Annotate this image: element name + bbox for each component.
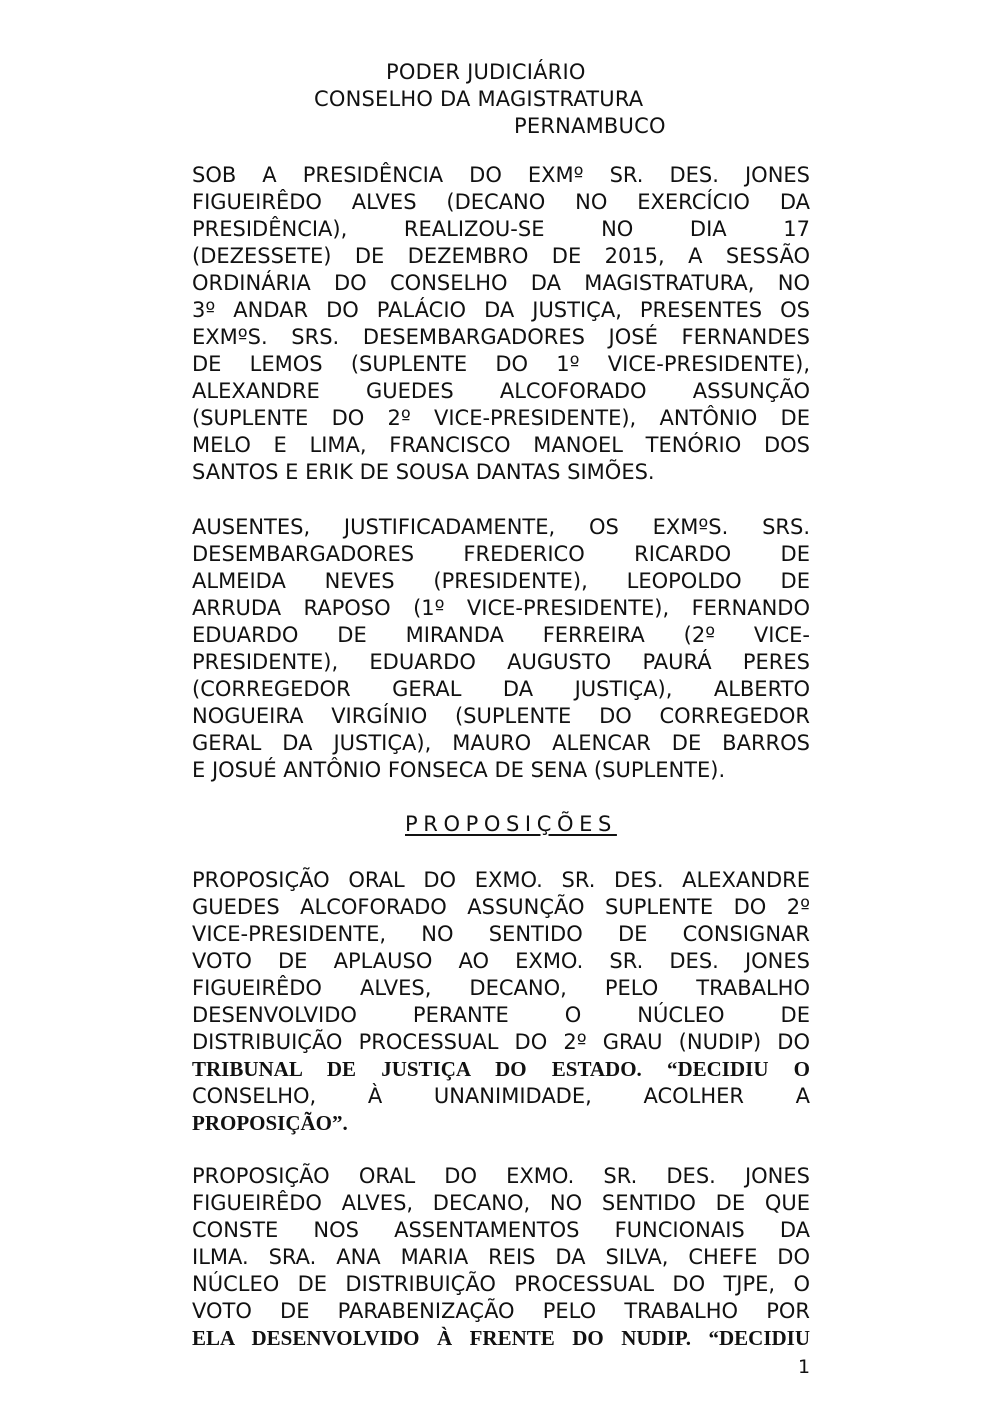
text-line: PRESIDÊNCIA), REALIZOU-SE NO DIA 17 [192, 217, 810, 241]
text-line: CONSELHO, À UNANIMIDADE, ACOLHER A [192, 1084, 810, 1108]
text-line: SANTOS E ERIK DE SOUSA DANTAS SIMÕES. [192, 460, 655, 484]
text-line: AUSENTES, JUSTIFICADAMENTE, OS EXMºS. SRS. [192, 515, 810, 539]
text-line: (SUPLENTE DO 2º VICE-PRESIDENTE), ANTÔNIO DE [192, 406, 810, 430]
text-line: ORDINÁRIA DO CONSELHO DA MAGISTRATURA, NO [192, 271, 810, 295]
header-council-name: CONSELHO DA MAGISTRATURA [314, 87, 644, 111]
header-court-name: PODER JUDICIÁRIO [386, 60, 586, 84]
text-line: (DEZESSETE) DE DEZEMBRO DE 2015, A SESSÃO [192, 244, 810, 268]
text-line: PROPOSIÇÃO ORAL DO EXMO. SR. DES. JONES [192, 1164, 810, 1188]
text-line: VOTO DE PARABENIZAÇÃO PELO TRABALHO POR [192, 1299, 810, 1323]
paragraph-absences [192, 514, 810, 784]
text-line: PROPOSIÇÃO ORAL DO EXMO. SR. DES. ALEXANDRE [192, 868, 810, 892]
text-line: NÚCLEO DE DISTRIBUIÇÃO PROCESSUAL DO TJPE, O [192, 1272, 810, 1296]
text-line: DESENVOLVIDO PERANTE O NÚCLEO DE [192, 1003, 810, 1027]
text-line: CONSTE NOS ASSENTAMENTOS FUNCIONAIS DA [192, 1218, 810, 1242]
paragraph-session-opening [192, 162, 810, 486]
text-line: ALEXANDRE GUEDES ALCOFORADO ASSUNÇÃO [192, 379, 810, 403]
text-line: ARRUDA RAPOSO (1º VICE-PRESIDENTE), FERNANDO [192, 596, 810, 620]
text-line: (CORREGEDOR GERAL DA JUSTIÇA), ALBERTO [192, 677, 810, 701]
text-line: DESEMBARGADORES FREDERICO RICARDO DE [192, 542, 810, 566]
text-line: ALMEIDA NEVES (PRESIDENTE), LEOPOLDO DE [192, 569, 810, 593]
section-title-proposicoes: PROPOSIÇÕES [405, 812, 617, 836]
text-line: PRESIDENTE), EDUARDO AUGUSTO PAURÁ PERES [192, 650, 810, 674]
text-line: GERAL DA JUSTIÇA), MAURO ALENCAR DE BARROS [192, 731, 810, 755]
text-line: GUEDES ALCOFORADO ASSUNÇÃO SUPLENTE DO 2º [192, 895, 810, 919]
page-number: 1 [798, 1356, 811, 1378]
text-line: DISTRIBUIÇÃO PROCESSUAL DO 2º GRAU (NUDIP) DO [192, 1030, 810, 1054]
text-line: SOB A PRESIDÊNCIA DO EXMº SR. DES. JONES [192, 163, 810, 187]
text-line-bold: ELA DESENVOLVIDO À FRENTE DO NUDIP. “DECIDIU [192, 1326, 810, 1350]
text-line: FIGUEIRÊDO ALVES, DECANO, NO SENTIDO DE QUE [192, 1191, 810, 1215]
text-line: DE LEMOS (SUPLENTE DO 1º VICE-PRESIDENTE), [192, 352, 810, 376]
text-line: VICE-PRESIDENTE, NO SENTIDO DE CONSIGNAR [192, 922, 810, 946]
text-line: 3º ANDAR DO PALÁCIO DA JUSTIÇA, PRESENTES OS [192, 298, 810, 322]
text-line: MELO E LIMA, FRANCISCO MANOEL TENÓRIO DOS [192, 433, 810, 457]
text-line-bold: PROPOSIÇÃO”. [192, 1111, 348, 1135]
text-line: EDUARDO DE MIRANDA FERREIRA (2º VICE- [192, 623, 810, 647]
text-line: FIGUEIRÊDO ALVES (DECANO NO EXERCÍCIO DA [192, 190, 810, 214]
header-state-name: PERNAMBUCO [514, 114, 666, 138]
text-line: E JOSUÉ ANTÔNIO FONSECA DE SENA (SUPLENTE). [192, 758, 726, 782]
paragraph-proposition-1 [192, 867, 810, 1137]
text-line: VOTO DE APLAUSO AO EXMO. SR. DES. JONES [192, 949, 810, 973]
paragraph-proposition-2 [192, 1163, 810, 1352]
text-line: NOGUEIRA VIRGÍNIO (SUPLENTE DO CORREGEDOR [192, 704, 810, 728]
text-line: EXMºS. SRS. DESEMBARGADORES JOSÉ FERNANDES [192, 325, 810, 349]
text-line: FIGUEIRÊDO ALVES, DECANO, PELO TRABALHO [192, 976, 810, 1000]
text-line-bold: TRIBUNAL DE JUSTIÇA DO ESTADO. “DECIDIU O [192, 1057, 810, 1081]
text-line: ILMA. SRA. ANA MARIA REIS DA SILVA, CHEFE DO [192, 1245, 810, 1269]
